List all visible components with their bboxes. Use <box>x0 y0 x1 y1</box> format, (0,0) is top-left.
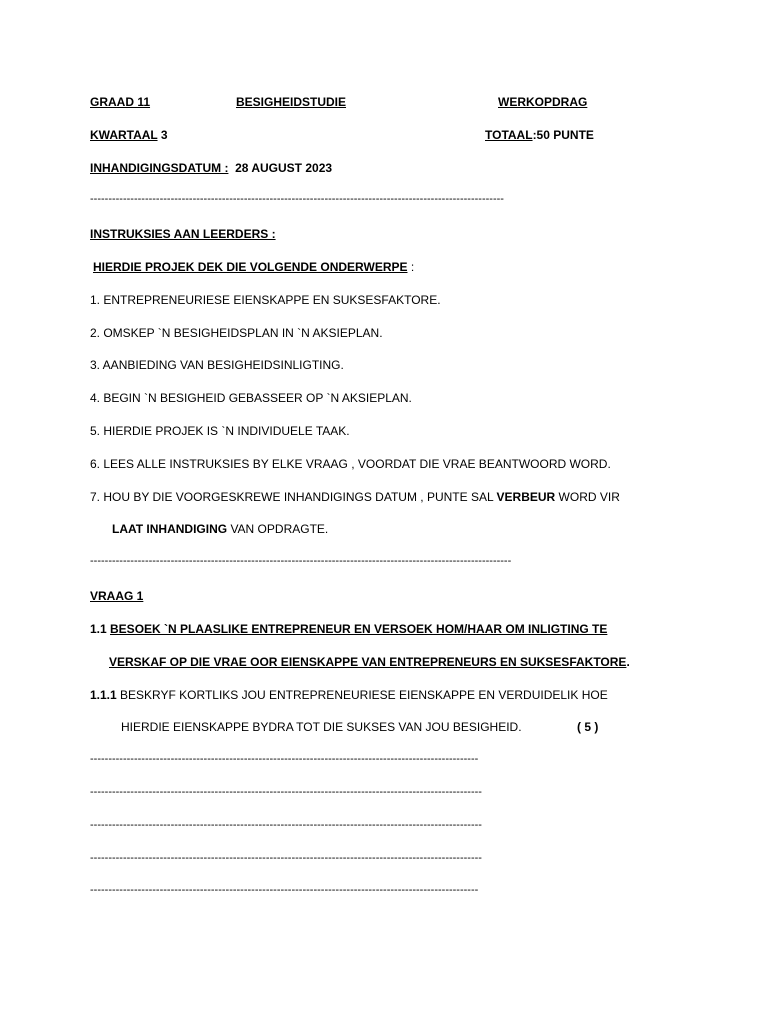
item7-cont-text: VAN OPDRAGTE. <box>227 522 329 536</box>
answer-line[interactable]: ---------------------------------------------------------------------------------------------------------- <box>90 884 479 896</box>
total-label: TOTAAL <box>485 128 533 142</box>
task-label: WERKOPDRAG <box>498 95 588 109</box>
total-value: :50 PUNTE <box>532 128 594 142</box>
item7-forfeit: VERBEUR <box>496 490 556 504</box>
topics-colon: : <box>407 260 415 274</box>
topics-heading: HIERDIE PROJEK DEK DIE VOLGENDE ONDERWERPE <box>93 260 408 274</box>
question-number: 1.1 <box>90 622 111 636</box>
sub-question-number: 1.1.1 <box>90 688 117 702</box>
instruction-item: 5. HIERDIE PROJEK IS `N INDIVIDUELE TAAK. <box>90 424 350 438</box>
question-text: VERSKAF OP DIE VRAE OOR EIENSKAPPE VAN ENTREPRENEURS EN SUKSESFAKTORE <box>109 655 627 669</box>
answer-line[interactable]: ----------------------------------------------------------------------------------------------------------- <box>90 852 482 864</box>
marks-label: ( 5 ) <box>577 720 599 734</box>
answer-line[interactable]: ----------------------------------------------------------------------------------------------------------- <box>90 819 482 831</box>
question-text: BESOEK `N PLAASLIKE ENTREPRENEUR EN VERSOEK HOM/HAAR OM INLIGTING TE <box>110 622 608 636</box>
answer-line[interactable]: ---------------------------------------------------------------------------------------------------------- <box>90 753 479 765</box>
question-1-1-line1 <box>90 622 607 636</box>
item7-text-end: WORD VIR <box>555 490 620 504</box>
due-value: 28 AUGUST 2023 <box>235 161 333 175</box>
instruction-item: 1. ENTREPRENEURIESE EIENSKAPPE EN SUKSESFAKTORE. <box>90 293 441 307</box>
late-submission: LAAT INHANDIGING <box>112 522 228 536</box>
term-row <box>90 128 168 142</box>
instruction-item: 3. AANBIEDING VAN BESIGHEIDSINLIGTING. <box>90 358 344 372</box>
question-title: VRAAG 1 <box>90 589 144 603</box>
question-1-1-1-line2: HIERDIE EIENSKAPPE BYDRA TOT DIE SUKSES VAN JOU BESIGHEID. <box>121 720 522 734</box>
answer-line[interactable]: ----------------------------------------------------------------------------------------------------------- <box>90 786 482 798</box>
instruction-item: 2. OMSKEP `N BESIGHEIDSPLAN IN `N AKSIEPLAN. <box>90 326 383 340</box>
question-1-1-line2 <box>109 655 630 669</box>
instruction-item-7-cont <box>112 522 328 536</box>
total-row <box>485 128 594 142</box>
instructions-heading: INSTRUKSIES AAN LEERDERS : <box>90 227 276 241</box>
question-period: . <box>626 655 630 669</box>
term-label: KWARTAAL <box>90 128 158 142</box>
term-value: 3 <box>160 128 168 142</box>
sub-question-text: BESKRYF KORTLIKS JOU ENTREPRENEURIESE EIENSKAPPE EN VERDUIDELIK HOE <box>116 688 608 702</box>
instruction-item: 6. LEES ALLE INSTRUKSIES BY ELKE VRAAG , VOORDAT DIE VRAE BEANTWOORD WORD. <box>90 457 611 471</box>
question-1-1-1-line1 <box>90 688 608 702</box>
due-date-row <box>90 161 332 175</box>
due-label: INHANDIGINGSDATUM : <box>90 161 229 175</box>
topics-heading-row <box>93 260 414 274</box>
instruction-item-7 <box>90 490 620 504</box>
grade-label: GRAAD 11 <box>90 95 151 109</box>
separator-line: ------------------------------------------------------------------------------------------------------------------- <box>90 555 512 567</box>
instruction-item: 4. BEGIN `N BESIGHEID GEBASSEER OP `N AKSIEPLAN. <box>90 391 412 405</box>
subject-label: BESIGHEIDSTUDIE <box>236 95 347 109</box>
separator-line: ----------------------------------------------------------------------------------------------------------------- <box>90 193 504 205</box>
item7-text: 7. HOU BY DIE VOORGESKREWE INHANDIGINGS DATUM , PUNTE SAL <box>90 490 497 504</box>
